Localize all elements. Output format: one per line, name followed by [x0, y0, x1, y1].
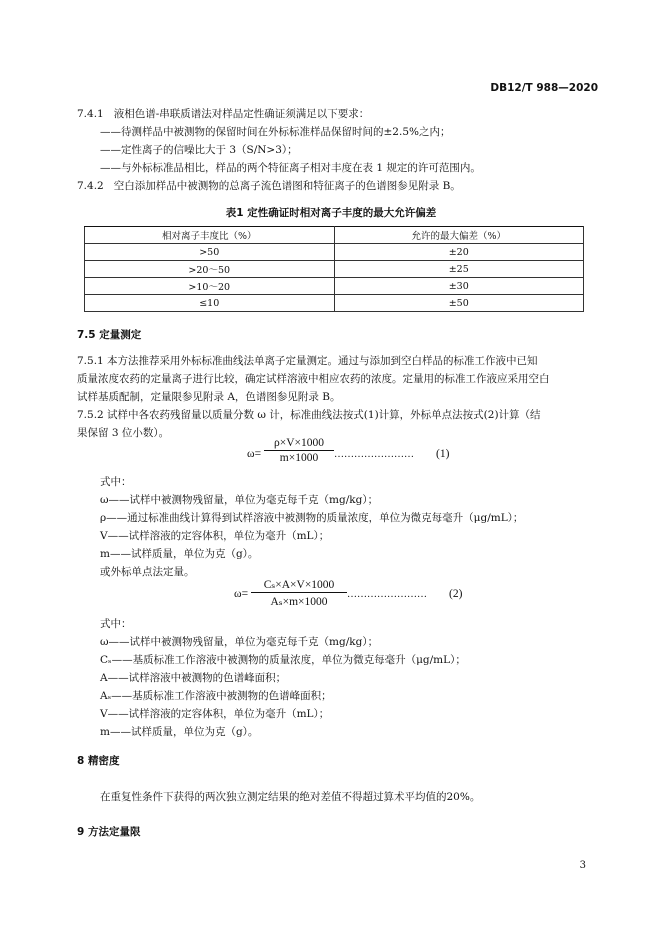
section-8-text: 在重复性条件下获得的两次独立测定结果的绝对差值不得超过算术平均值的20%。: [100, 791, 481, 803]
paragraph-line: 7.5.1 本方法推荐采用外标标准曲线法单离子定量测定。通过与添加到空白样品的标准工作液中已知: [77, 355, 538, 367]
table-cell: ±25: [334, 261, 584, 278]
list-item: ——待测样品中被测物的保留时间在外标标准样品保留时间的±2.5%之内；: [100, 126, 451, 138]
list-item: ——与外标标准品相比，样品的两个特征离子相对丰度在表 1 规定的许可范围内。: [100, 162, 481, 174]
table-row: [85, 278, 584, 295]
clause-7-4-1: [77, 107, 369, 121]
formula-2-numerator: Cₛ×A×V×1000: [251, 577, 347, 593]
where-intro: 式中：: [100, 618, 132, 630]
alt-method-text: 或外标单点法定量。: [100, 566, 195, 578]
paragraph-line: 试样基质配制，定量限参见附录 A，色谱图参见附录 B。: [77, 391, 341, 403]
symbol-definition: A——试样溶液中被测物的色谱峰面积；: [100, 672, 287, 684]
symbol-definition: ω——试样中被测物残留量，单位为毫克每千克（mg/kg）；: [100, 494, 379, 506]
table-caption: 表1 定性确证时相对离子丰度的最大允许偏差: [225, 207, 437, 219]
symbol-definition: ρ——通过标准曲线计算得到试样溶液中被测物的质量浓度，单位为微克每毫升（μg/mL）；: [100, 512, 524, 524]
clause-number: 7.4.2: [77, 180, 104, 192]
symbol-definition: V——试样溶液的定容体积，单位为毫升（mL）；: [100, 708, 330, 720]
symbol-definition: m——试样质量，单位为克（g）。: [100, 726, 259, 738]
section-heading-9: 9 方法定量限: [77, 826, 141, 838]
paragraph-line: 7.5.2 试样中各农药残留量以质量分数 ω 计，标准曲线法按式(1)计算，外标单点法按式(2)计算（结: [77, 409, 541, 421]
symbol-definition: ω——试样中被测物残留量，单位为毫克每千克（mg/kg）；: [100, 636, 379, 648]
table-cell: >50: [85, 244, 335, 261]
symbol-definition: Cₛ——基质标准工作溶液中被测物的质量浓度，单位为微克每毫升（μg/mL）；: [100, 654, 466, 666]
standard-number: DB12/T 988—2020: [490, 82, 598, 94]
table-cell: ±20: [334, 244, 584, 261]
table-row: [85, 261, 584, 278]
table-cell: ±30: [334, 278, 584, 295]
table-header-cell: 允许的最大偏差（%）: [334, 227, 584, 244]
clause-7-4-2: [77, 179, 461, 193]
table-cell: ±50: [334, 295, 584, 312]
symbol-definition: V——试样溶液的定容体积，单位为毫升（mL）；: [100, 530, 330, 542]
formula-1-numerator: ρ×V×1000: [264, 437, 334, 451]
formula-2-number: (2): [449, 588, 463, 600]
symbol-definition: Aₛ——基质标准工作溶液中被测物的色谱峰面积；: [100, 690, 332, 702]
formula-2-lhs: ω=: [234, 588, 249, 600]
page-number: 3: [579, 860, 586, 871]
table-header-row: [85, 227, 584, 244]
formula-1-denominator: m×1000: [279, 452, 319, 464]
table-cell: >10～20: [85, 278, 335, 295]
table-cell: >20～50: [85, 261, 335, 278]
table-header-cell: 相对离子丰度比（%）: [85, 227, 335, 244]
formula-2-leader: ……………………: [347, 589, 427, 600]
clause-text: 液相色谱-串联质谱法对样品定性确证须满足以下要求：: [113, 108, 370, 120]
formula-1-number: (1): [436, 448, 450, 460]
formula-1-lhs: ω=: [247, 448, 262, 460]
table-cell: ≤10: [85, 295, 335, 312]
clause-number: 7.4.1: [77, 108, 104, 120]
section-heading-8: 8 精密度: [77, 755, 120, 767]
symbol-definition: m——试样质量，单位为克（g）。: [100, 548, 259, 560]
formula-1-fraction: [264, 437, 334, 464]
ion-abundance-table: [84, 226, 584, 312]
clause-text: 空白添加样品中被测物的总离子流色谱图和特征离子的色谱图参见附录 B。: [113, 180, 461, 192]
table-row: [85, 295, 584, 312]
paragraph-line: 果保留 3 位小数）。: [77, 427, 170, 439]
where-intro: 式中：: [100, 476, 132, 488]
formula-2-denominator: Aₛ×m×1000: [270, 596, 328, 608]
list-item: ——定性离子的信噪比大于 3（S/N>3）；: [100, 144, 298, 156]
formula-1-leader: ……………………: [334, 449, 414, 460]
paragraph-line: 质量浓度农药的定量离子进行比较，确定试样溶液中相应农药的浓度。定量用的标准工作液应采用空白: [77, 373, 550, 385]
formula-2-fraction: [251, 577, 347, 608]
table-row: [85, 244, 584, 261]
section-heading-7-5: 7.5 定量测定: [77, 329, 142, 341]
